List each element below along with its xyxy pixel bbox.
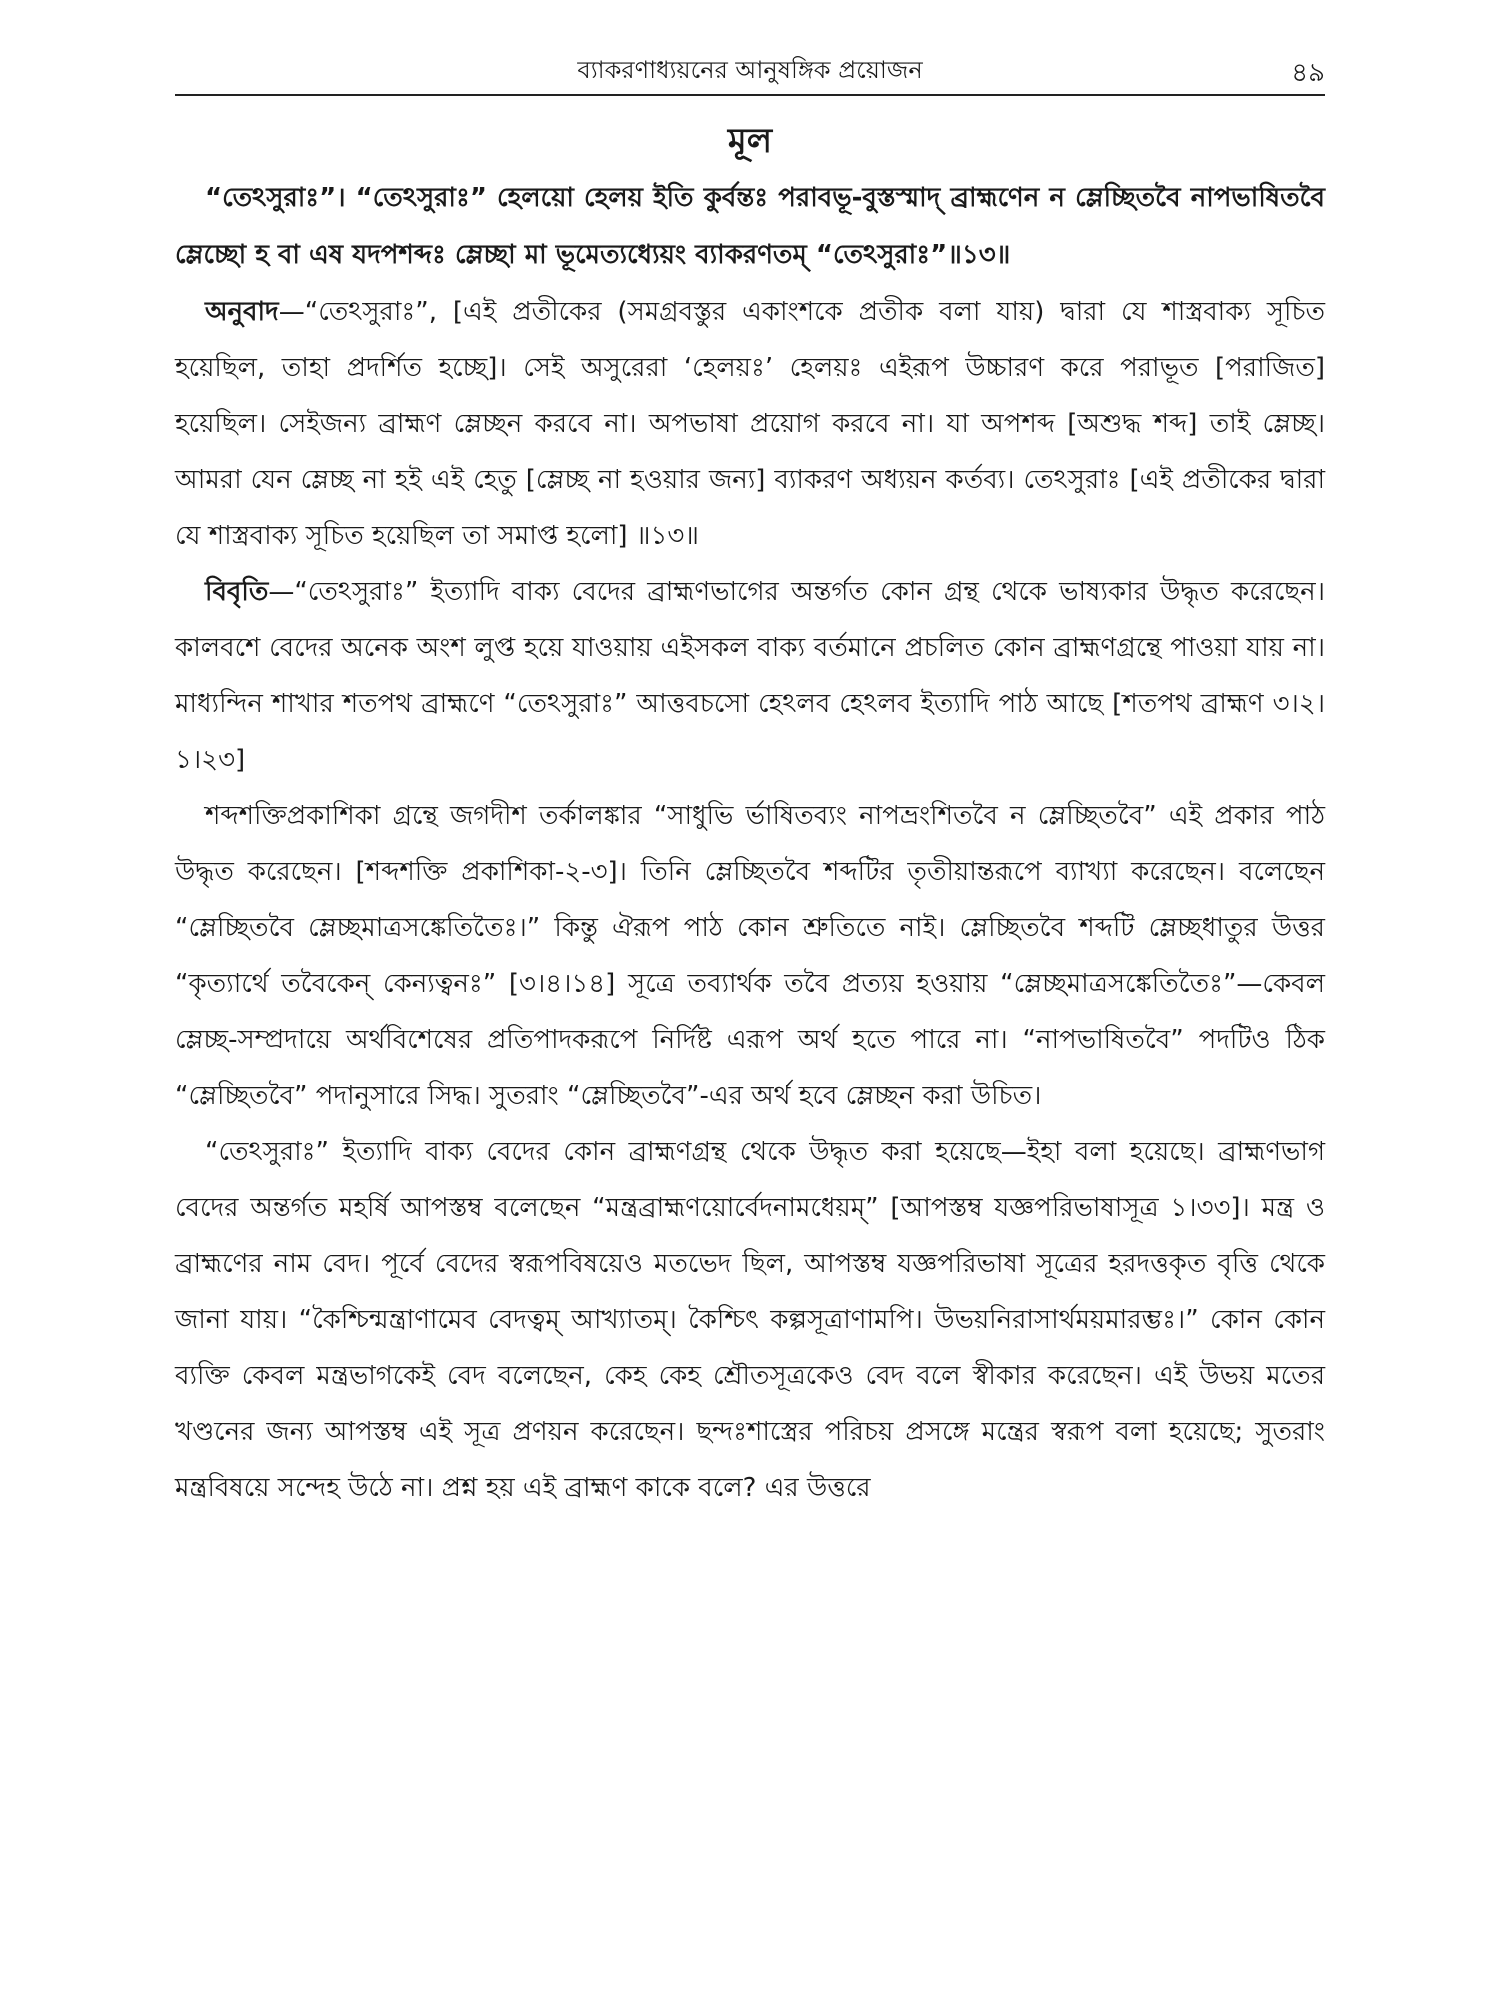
vivriti-paragraph <box>175 564 1325 788</box>
page-body <box>175 118 1325 1516</box>
running-title: ব্যাকরণাধ্যয়নের আনুষঙ্গিক প্রয়োজন <box>577 56 923 84</box>
vivriti-text: —“তেঽসুরাঃ” ইত্যাদি বাক্য বেদের ব্রাহ্মণভাগের অন্তর্গত কোন গ্রন্থ থেকে ভাষ্যকার উদ্ধৃত করেছেন। কালবশে বেদের অনেক অংশ লুপ্ত হয়ে যাওয়ায় এইসকল বাক্য বর্তমানে প্রচলিত কোন ব্রাহ্মণগ্রন্থে পাওয়া যায় না। মাধ্যন্দিন শাখার শতপথ ব্রাহ্মণে “তেঽসুরাঃ” আত্তবচসো হেঽলব হেঽলব ইত্যাদি পাঠ আছে [শতপথ ব্রাহ্মণ ৩।২।১।২৩] <box>175 577 1325 775</box>
anubad-text: —“তেঽসুরাঃ”, [এই প্রতীকের (সমগ্রবস্তুর একাংশকে প্রতীক বলা যায়) দ্বারা যে শাস্ত্রবাক্য সূচিত হয়েছিল, তাহা প্রদর্শিত হচ্ছে]। সেই অসুরেরা ‘হেলয়ঃ’ হেলয়ঃ এইরূপ উচ্চারণ করে পরাভূত [পরাজিত] হয়েছিল। সেইজন্য ব্রাহ্মণ ম্লেচ্ছন করবে না। অপভাষা প্রয়োগ করবে না। যা অপশব্দ [অশুদ্ধ শব্দ] তাই ম্লেচ্ছ। আমরা যেন ম্লেচ্ছ না হই এই হেতু [ম্লেচ্ছ না হওয়ার জন্য] ব্যাকরণ অধ্যয়ন কর্তব্য। তেঽসুরাঃ [এই প্রতীকের দ্বারা যে শাস্ত্রবাক্য সূচিত হয়েছিল তা সমাপ্ত হলো] ॥১৩॥ <box>175 297 1325 551</box>
anubad-paragraph <box>175 284 1325 564</box>
section-title: মূল <box>727 121 773 161</box>
page-number: ৪৯ <box>1291 58 1325 88</box>
paragraph-3: শব্দশক্তিপ্রকাশিকা গ্রন্থে জগদীশ তর্কালঙ্কার “সাধুভি র্ভাষিতব্যং নাপভ্রংশিতবৈ ন ম্লেচ্ছিতবৈ” এই প্রকার পাঠ উদ্ধৃত করেছেন। [শব্দশক্তি প্রকাশিকা-২-৩]। তিনি ম্লেচ্ছিতবৈ শব্দটির তৃতীয়ান্তরূপে ব্যাখ্যা করেছেন। বলেছেন “ম্লেচ্ছিতবৈ ম্লেচ্ছমাত্রসঙ্কেতিতৈঃ।” কিন্তু ঐরূপ পাঠ কোন শ্রুতিতে নাই। ম্লেচ্ছিতবৈ শব্দটি ম্লেচ্ছধাতুর উত্তর “কৃত্যার্থে তবৈকেন্ কেন্যত্বনঃ” [৩।৪।১৪] সূত্রে তব্যার্থক তবৈ প্রত্যয় হওয়ায় “ম্লেচ্ছমাত্রসঙ্কেতিতৈঃ”—কেবল ম্লেচ্ছ-সম্প্রদায়ে অর্থবিশেষের প্রতিপাদকরূপে নির্দিষ্ট এরূপ অর্থ হতে পারে না। “নাপভাষিতবৈ” পদটিও ঠিক “ম্লেচ্ছিতবৈ” পদানুসারে সিদ্ধ। সুতরাং “ম্লেচ্ছিতবৈ”-এর অর্থ হবে ম্লেচ্ছন করা উচিত। <box>175 801 1326 1111</box>
mula-verse: “তেঽসুরাঃ”। “তেঽসুরাঃ” হেলয়ো হেলয় ইতি কুর্বন্তঃ পরাবভূ-বুস্তস্মাদ্ ব্রাহ্মণেন ন ম্লেচ্ছিতবৈ নাপভাষিতবৈ ম্লেচ্ছো হ বা এষ যদপশব্দঃ ম্লেচ্ছা মা ভূমেত্যধ্যেয়ং ব্যাকরণতম্ “তেঽসুরাঃ”॥১৩॥ <box>175 183 1325 270</box>
vivriti-lead: বিবৃতি <box>205 577 269 607</box>
paragraph-4: “তেঽসুরাঃ” ইত্যাদি বাক্য বেদের কোন ব্রাহ্মণগ্রন্থ থেকে উদ্ধৃত করা হয়েছে—ইহা বলা হয়েছে। ব্রাহ্মণভাগ বেদের অন্তর্গত মহর্ষি আপস্তম্ব বলেছেন “মন্ত্রব্রাহ্মণয়োর্বেদনামধেয়ম্” [আপস্তম্ব যজ্ঞপরিভাষাসূত্র ১।৩৩]। মন্ত্র ও ব্রাহ্মণের নাম বেদ। পূর্বে বেদের স্বরূপবিষয়েও মতভেদ ছিল, আপস্তম্ব যজ্ঞপরিভাষা সূত্রের হরদত্তকৃত বৃত্তি থেকে জানা যায়। “কৈশ্চিন্মন্ত্রাণামেব বেদত্বম্ আখ্যাতম্। কৈশ্চিৎ কল্পসূত্রাণামপি। উভয়নিরাসার্থময়মারম্ভঃ।” কোন কোন ব্যক্তি কেবল মন্ত্রভাগকেই বেদ বলেছেন, কেহ কেহ শ্রৌতসূত্রকেও বেদ বলে স্বীকার করেছেন। এই উভয় মতের খণ্ডনের জন্য আপস্তম্ব এই সূত্র প্রণয়ন করেছেন। ছন্দঃশাস্ত্রের পরিচয় প্রসঙ্গে মন্ত্রের স্বরূপ বলা হয়েছে; সুতরাং মন্ত্রবিষয়ে সন্দেহ উঠে না। প্রশ্ন হয় এই ব্রাহ্মণ কাকে বলে? এর উত্তরে <box>175 1137 1325 1503</box>
anubad-lead: অনুবাদ <box>205 297 279 327</box>
header-rule <box>175 94 1325 96</box>
